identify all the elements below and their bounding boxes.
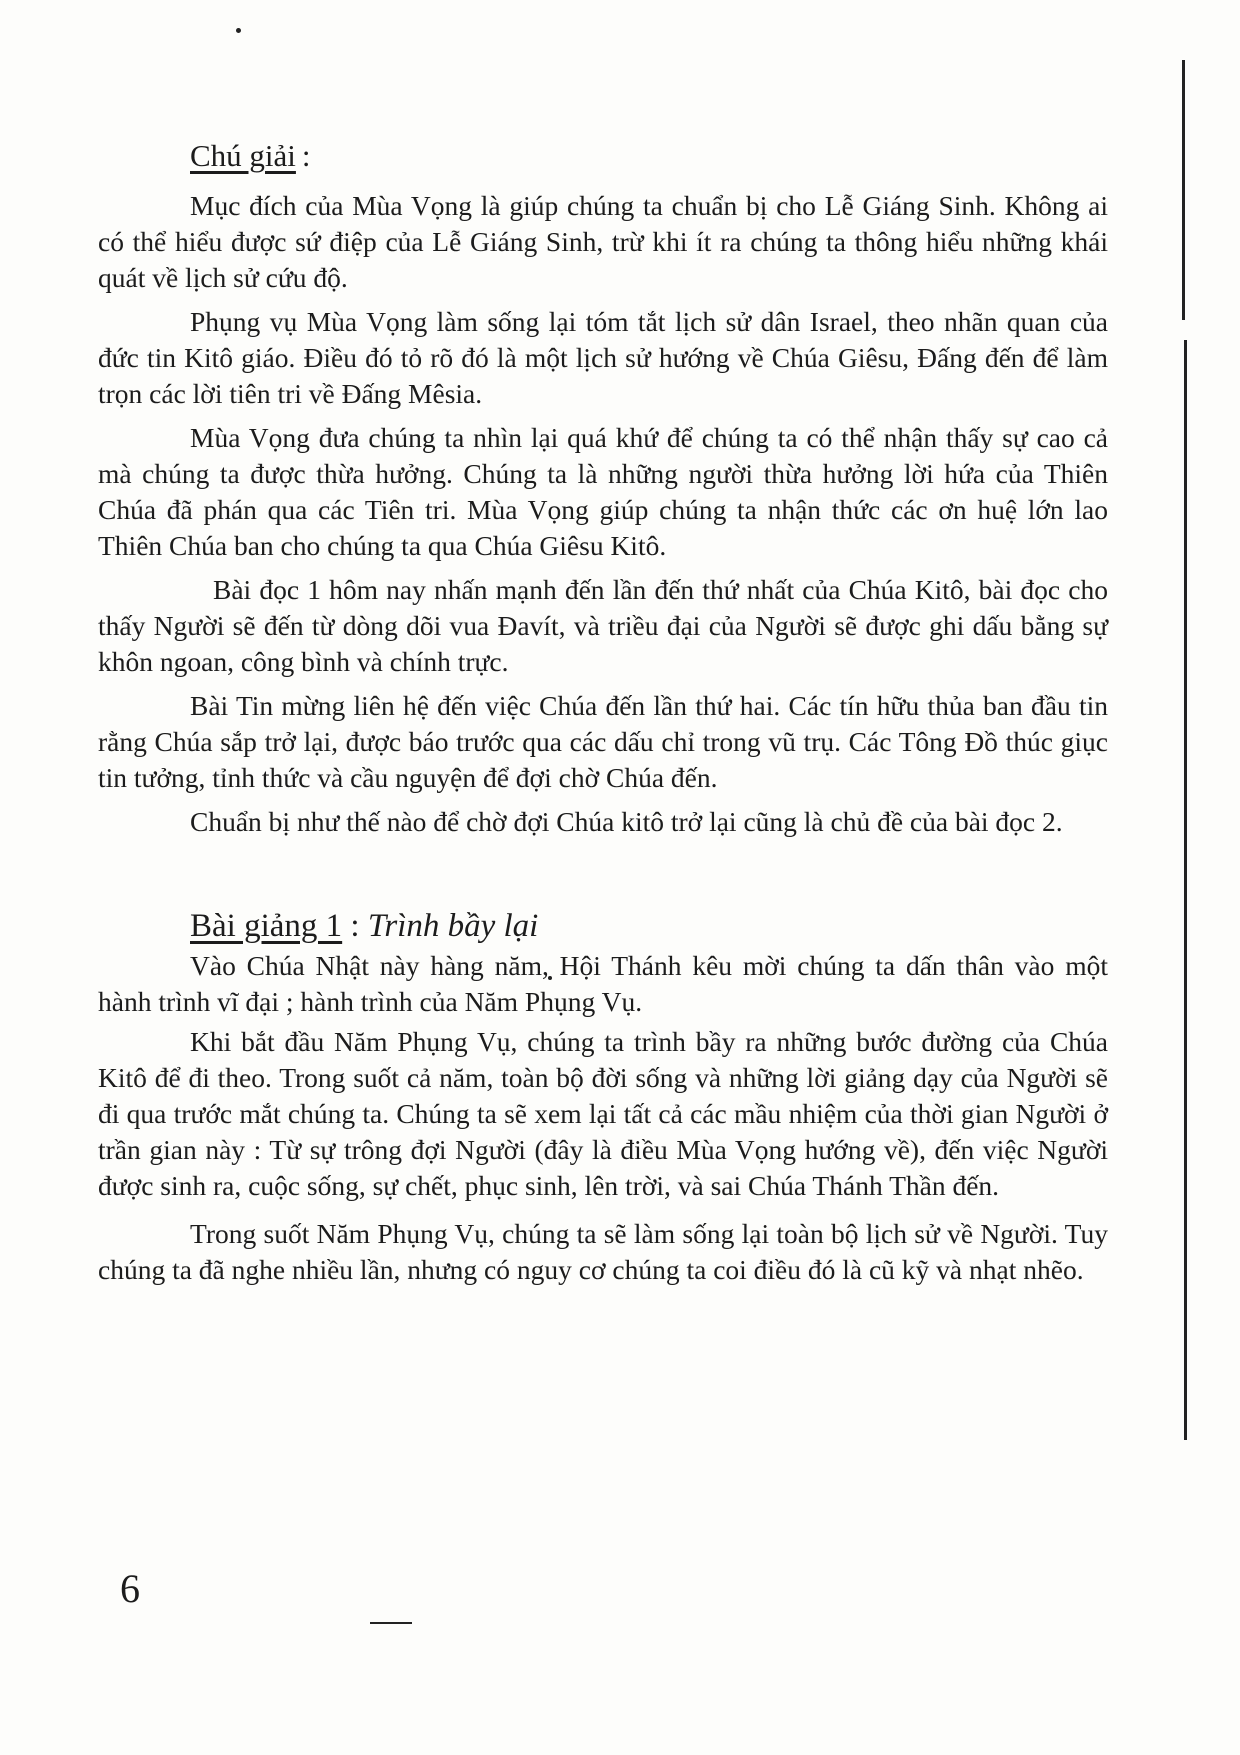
page-content	[98, 138, 1108, 1296]
homily-heading-label: Bài giảng 1	[190, 908, 343, 944]
homily-paragraph: Khi bắt đầu Năm Phụng Vụ, chúng ta trình bầy ra những bước đường của Chúa Kitô để đi theo. Trong suốt cả năm, toàn bộ đời sống và những lời giảng dạy của Người sẽ đi qua trước mắt chúng ta. Chúng ta sẽ xem lại tất cả các mầu nhiệm của thời gian Người ở trần gian này : Từ sự trông đợi Người (đây là điều Mùa Vọng hướng về), đến việc Người được sinh ra, cuộc sống, sự chết, phục sinh, lên trời, và sai Chúa Thánh Thần đến.	[98, 1026, 1108, 1201]
scan-speck	[370, 1622, 412, 1624]
notes-paragraph: Mục đích của Mùa Vọng là giúp chúng ta chuẩn bị cho Lễ Giáng Sinh. Không ai có thể hiểu được sứ điệp của Lễ Giáng Sinh, trừ khi ít ra chúng ta thông hiểu những khái quát về lịch sử cứu độ.	[98, 190, 1108, 293]
homily-heading-sep: :	[350, 908, 360, 944]
scan-speck	[236, 28, 241, 33]
notes-paragraph: Chuẩn bị như thế nào để chờ đợi Chúa kitô trở lại cũng là chủ đề của bài đọc 2.	[190, 806, 1063, 837]
notes-paragraph: Bài Tin mừng liên hệ đến việc Chúa đến lần thứ hai. Các tín hữu thủa ban đầu tin rằng Chúa sắp trở lại, được báo trước qua các dấu chỉ trong vũ trụ. Các Tông Đồ thúc giục tin tưởng, tỉnh thức và cầu nguyện để đợi chờ Chúa đến.	[98, 690, 1108, 793]
scan-edge-line	[1184, 340, 1187, 1440]
homily-paragraph: Trong suốt Năm Phụng Vụ, chúng ta sẽ làm sống lại toàn bộ lịch sử về Người. Tuy chúng ta đã nghe nhiều lần, nhưng có nguy cơ chúng ta coi điều đó là cũ kỹ và nhạt nhẽo.	[98, 1218, 1108, 1285]
notes-heading	[190, 138, 1108, 174]
notes-heading-colon: :	[301, 138, 311, 173]
scan-edge-line	[1182, 60, 1185, 320]
notes-paragraph: Phụng vụ Mùa Vọng làm sống lại tóm tắt lịch sử dân Israel, theo nhãn quan của đức tin Kitô giáo. Điều đó tỏ rõ đó là một lịch sử hướng về Chúa Giêsu, Đấng đến để làm trọn các lời tiên tri về Đấng Mêsia.	[98, 306, 1108, 409]
page-number: 6	[120, 1566, 140, 1611]
notes-paragraph: Bài đọc 1 hôm nay nhấn mạnh đến lần đến thứ nhất của Chúa Kitô, bài đọc cho thấy Người sẽ đến từ dòng dõi vua Đavít, và triều đại của Người sẽ được ghi dấu bằng sự khôn ngoan, công bình và chính trực.	[98, 574, 1108, 677]
notes-heading-text: Chú giải	[190, 138, 296, 173]
homily-heading-title: Trình bầy lại	[367, 908, 539, 944]
notes-paragraph: Mùa Vọng đưa chúng ta nhìn lại quá khứ để chúng ta có thể nhận thấy sự cao cả mà chúng ta được thừa hưởng. Chúng ta là những người thừa hưởng lời hứa của Thiên Chúa đã phán qua các Tiên tri. Mùa Vọng giúp chúng ta nhận thức các ơn huệ lớn lao Thiên Chúa ban cho chúng ta qua Chúa Giêsu Kitô.	[98, 422, 1108, 561]
homily-heading	[190, 908, 1108, 944]
homily-paragraph: Vào Chúa Nhật này hàng năm, Hội Thánh kêu mời chúng ta dấn thân vào một hành trình vĩ đại ; hành trình của Năm Phụng Vụ.	[98, 950, 1108, 1017]
